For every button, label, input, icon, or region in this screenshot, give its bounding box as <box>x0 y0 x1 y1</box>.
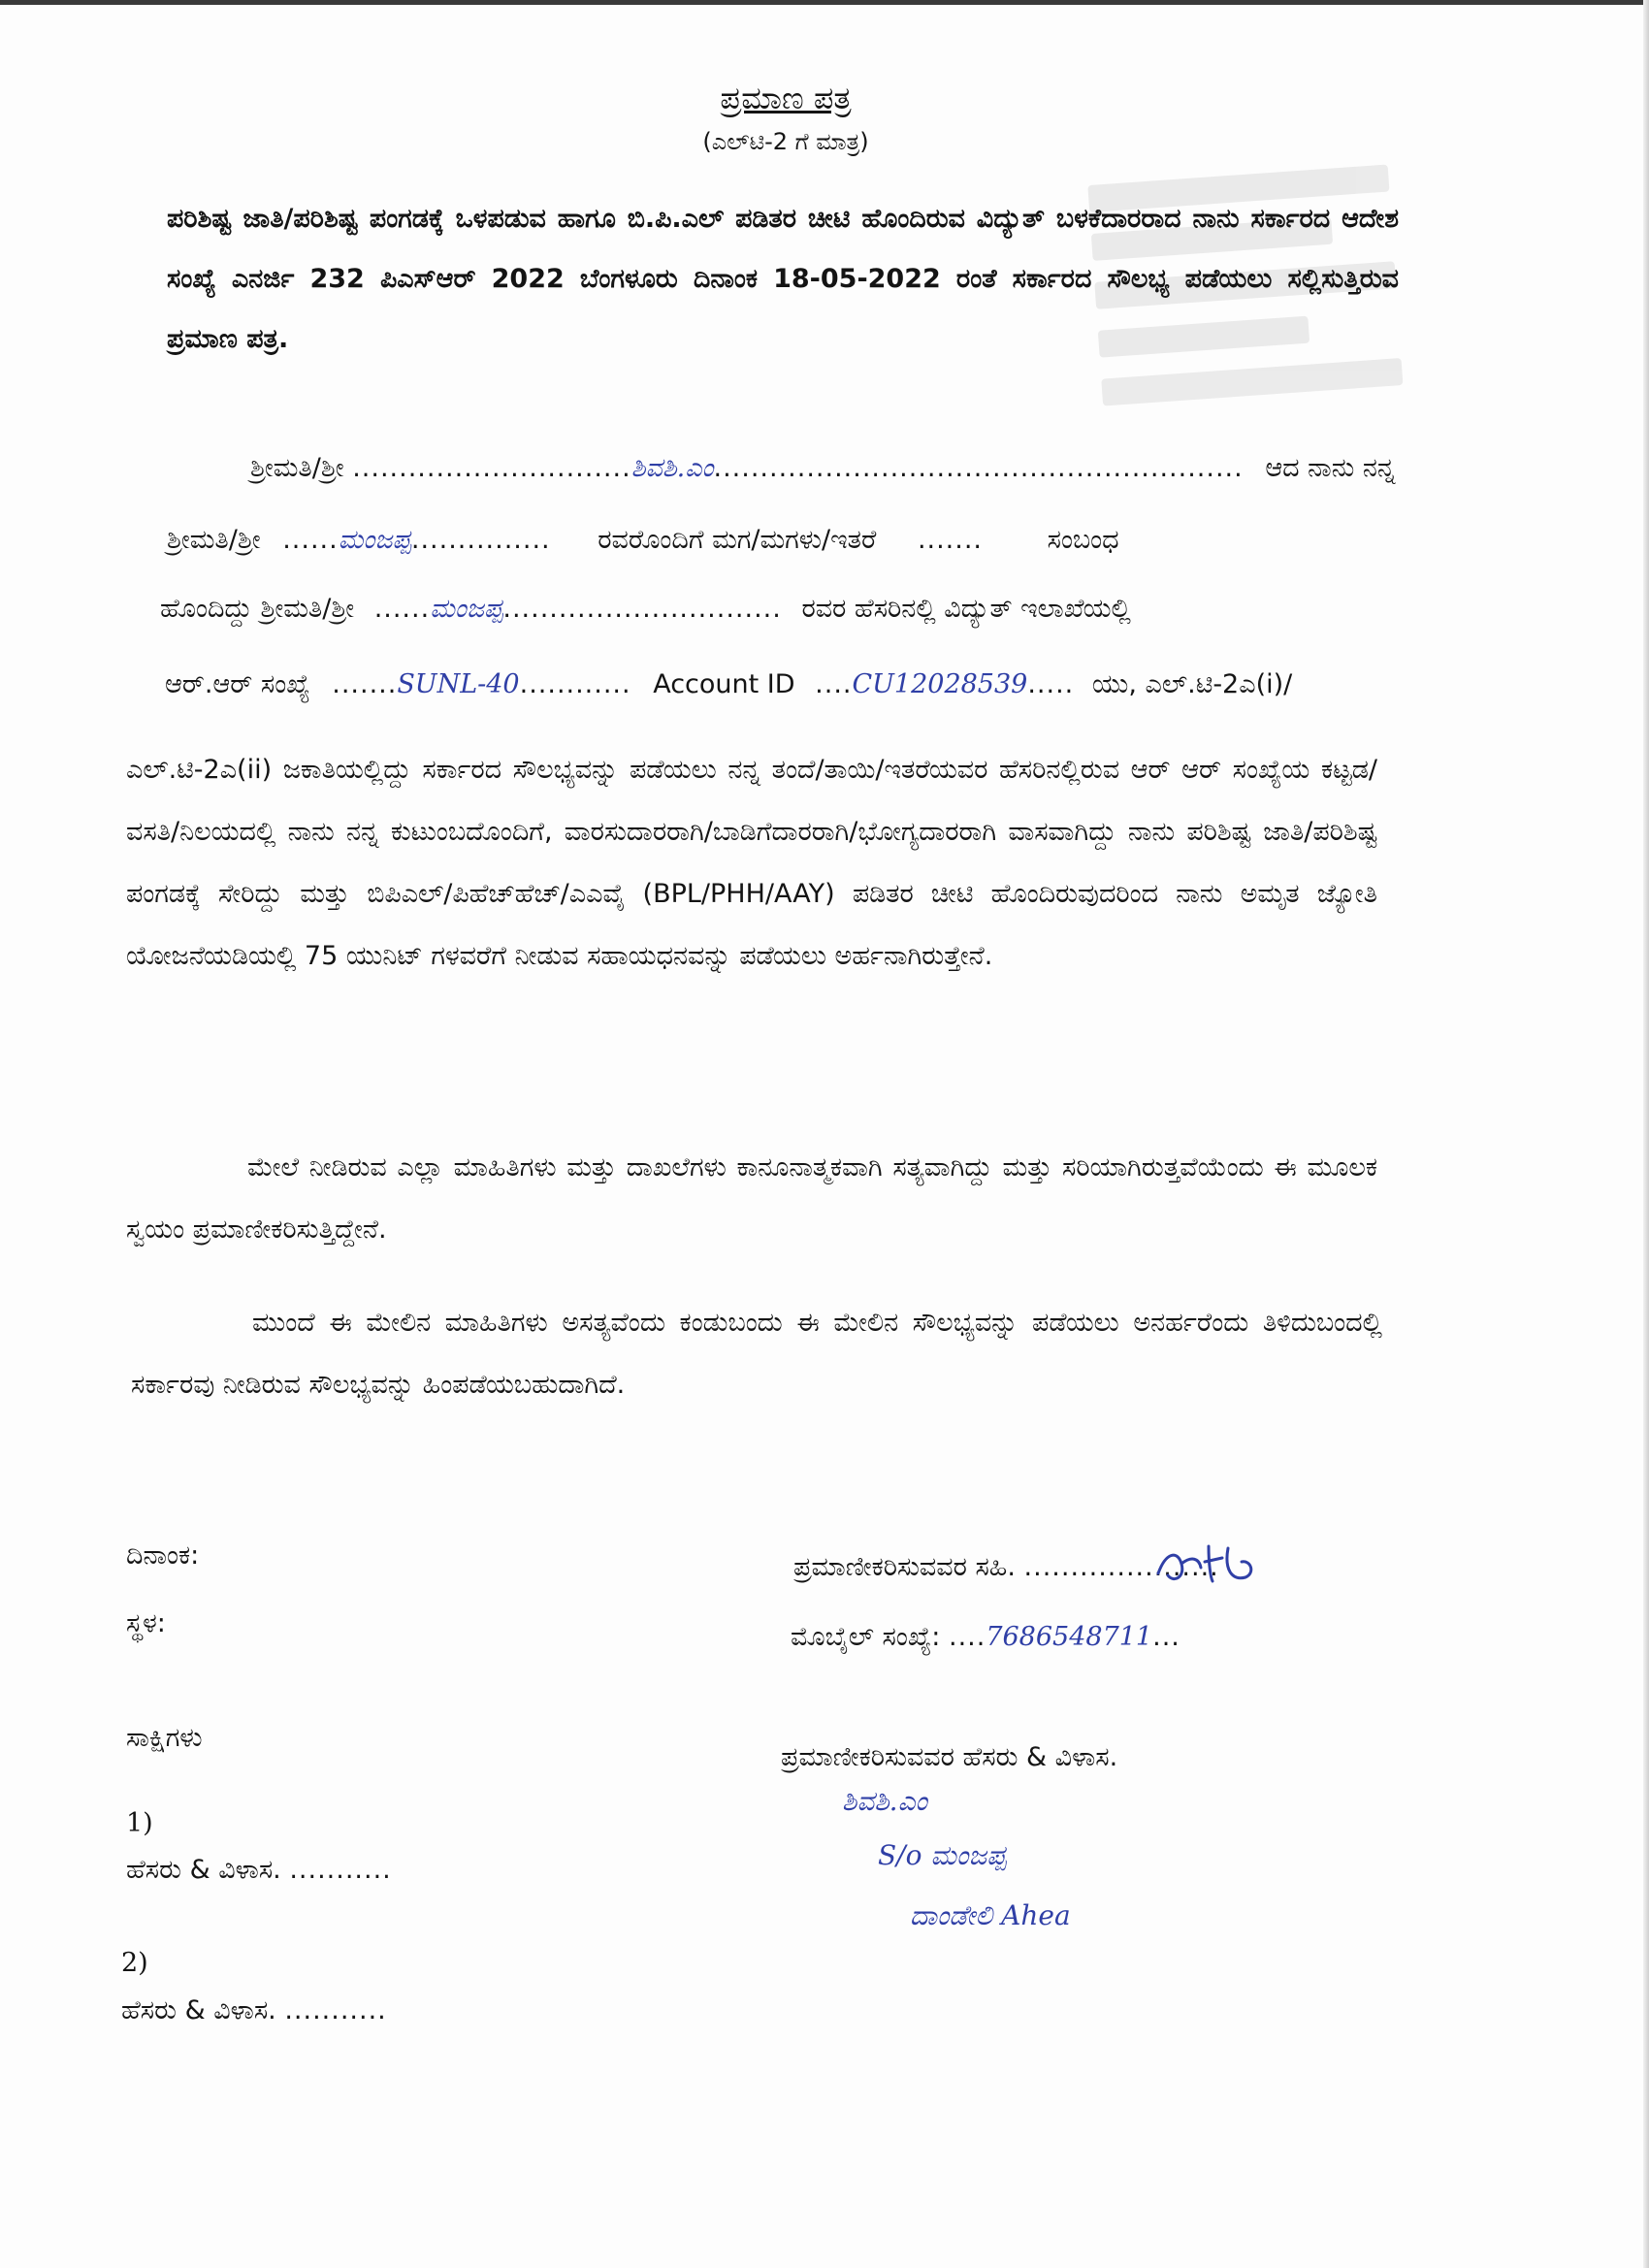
certifier-name-address-label: ಪ್ರಮಾಣೀಕರಿಸುವವರ ಹೆಸರು & ವಿಳಾಸ. <box>781 1742 1118 1772</box>
name-field: ..............................ಶಿವಶಿ.ಎಂ......................................................... <box>352 453 1244 483</box>
mobile-number: 7686548711 <box>986 1622 1153 1652</box>
certifier-address-line-1: ಶಿವಶಿ.ಎಂ <box>842 1785 927 1817</box>
form-label: Account ID <box>653 669 795 699</box>
account-id-field: ....CU12028539..... <box>815 669 1075 699</box>
document-subtitle: (ಎಲ್‌ಟಿ-2 ಗೆ ಮಾತ್ರ) <box>702 128 869 155</box>
certifier-address-line-3: ದಾಂಡೇಲಿ Ahea <box>910 1899 1071 1931</box>
witness-2-line: ಹೆಸರು & ವಿಳಾಸ. ........... <box>121 1995 387 2025</box>
place-label: ಸ್ಥಳ: <box>126 1608 166 1638</box>
document-title: ಪ್ರಮಾಣ ಪತ್ರ <box>720 80 852 116</box>
rr-number-field: .......SUNL-40............ <box>332 669 631 699</box>
signature-line: ಪ್ರಮಾಣೀಕರಿಸುವವರ ಸಹಿ. ..................... <box>793 1552 1219 1582</box>
mobile-line: ಮೊಬೈಲ್ ಸಂಖ್ಯೆ: ....7686548711... <box>791 1622 1180 1652</box>
form-text: ಸಂಬಂಧ <box>1047 525 1119 555</box>
form-text: ಹೊಂದಿದ್ದು ಶ್ರೀಮತಿ/ಶ್ರೀ <box>160 594 355 624</box>
form-line-4 <box>165 669 1292 700</box>
form-line-1 <box>250 453 1396 484</box>
witness-1-line: ಹೆಸರು & ವಿಳಾಸ. ........... <box>126 1855 392 1885</box>
form-text: ಆದ ನಾನು ನನ್ನ <box>1265 453 1396 483</box>
scan-edge <box>0 0 1649 5</box>
body-paragraph: ಎಲ್.ಟಿ-2ಎ(ii) ಜಕಾತಿಯಲ್ಲಿದ್ದು ಸರ್ಕಾರದ ಸೌಲಭ್ಯವನ್ನು ಪಡೆಯಲು ನನ್ನ ತಂದೆ/ತಾಯಿ/ಇತರೆಯವರ ಹೆಸರಿನಲ್ಲಿರುವ ಆರ್ ಆರ್ ಸಂಖ್ಯೆಯ ಕಟ್ಟಡ/ವಸತಿ/ನಿಲಯದಲ್ಲಿ ನಾನು ನನ್ನ ಕುಟುಂಬದೊಂದಿಗೆ, ವಾರಸುದಾರರಾಗಿ/ಬಾಡಿಗೆದಾರರಾಗಿ/ಭೋಗ್ಯದಾರರಾಗಿ ವಾಸವಾಗಿದ್ದು ನಾನು ಪರಿಶಿಷ್ಟ ಜಾತಿ/ಪರಿಶಿಷ್ಟ ಪಂಗಡಕ್ಕೆ ಸೇರಿದ್ದು ಮತ್ತು ಬಿಪಿಎಲ್/ಪಿಹೆಚ್‌ಹೆಚ್/ಎಎವೈ (BPL/PHH/AAY) ಪಡಿತರ ಚೀಟಿ ಹೊಂದಿರುವುದರಿಂದ ನಾನು ಅಮೃತ ಜ್ಯೋತಿ ಯೋಜನೆಯಡಿಯಲ್ಲಿ 75 ಯುನಿಟ್ ಗಳವರೆಗೆ ನೀಡುವ ಸಹಾಯಧನವನ್ನು ಪಡೆಯಲು ಅರ್ಹನಾಗಿರುತ್ತೇನೆ. <box>126 755 1377 971</box>
form-text: ರವರೊಂದಿಗೆ ಮಗ/ಮಗಳು/ಇತರೆ <box>598 525 877 555</box>
intro-paragraph: ಪರಿಶಿಷ್ಟ ಜಾತಿ/ಪರಿಶಿಷ್ಟ ಪಂಗಡಕ್ಕೆ ಒಳಪಡುವ ಹಾಗೂ ಬಿ.ಪಿ.ಎಲ್ ಪಡಿತರ ಚೀಟಿ ಹೊಂದಿರುವ ವಿದ್ಯುತ್ ಬಳಕೆದಾರರಾದ ನಾನು ಸರ್ಕಾರದ ಆದೇಶ ಸಂಖ್ಯೆ ಎನರ್ಜಿ 232 ಪಿಎಸ್‌ಆರ್ 2022 ಬೆಂಗಳೂರು ದಿನಾಂಕ 18-05-2022 ರಂತೆ ಸರ್ಕಾರದ ಸೌಲಭ್ಯ ಪಡೆಯಲು ಸಲ್ಲಿಸುತ್ತಿರುವ ಪ್ರಮಾಣ ಪತ್ರ. <box>167 204 1399 354</box>
witnesses-label: ಸಾಕ್ಷಿಗಳು <box>126 1723 203 1753</box>
handwritten-signature <box>1152 1535 1269 1593</box>
declaration-paragraph: ಮೇಲೆ ನೀಡಿರುವ ಎಲ್ಲಾ ಮಾಹಿತಿಗಳು ಮತ್ತು ದಾಖಲೆಗಳು ಕಾನೂನಾತ್ಮಕವಾಗಿ ಸತ್ಯವಾಗಿದ್ದು ಮತ್ತು ಸರಿಯಾಗಿರುತ್ತವೆಯೆಂದು ಈ ಮೂಲಕ ಸ್ವಯಂ ಪ್ರಮಾಣೀಕರಿಸುತ್ತಿದ್ದೇನೆ. <box>126 1152 1377 1245</box>
form-text: ರವರ ಹೆಸರಿನಲ್ಲಿ ವಿದ್ಯುತ್ ಇಲಾಖೆಯಲ್ಲಿ <box>801 594 1131 624</box>
parent-name-field: ......ಮಂಜಪ್ಪ............... <box>282 525 551 555</box>
warning-paragraph: ಮುಂದೆ ಈ ಮೇಲಿನ ಮಾಹಿತಿಗಳು ಅಸತ್ಯವೆಂದು ಕಂಡುಬಂದು ಈ ಮೇಲಿನ ಸೌಲಭ್ಯವನ್ನು ಪಡೆಯಲು ಅನರ್ಹರೆಂದು ತಿಳಿದುಬಂದಲ್ಲಿ ಸರ್ಕಾರವು ನೀಡಿರುವ ಸೌಲಭ್ಯವನ್ನು ಹಿಂಪಡೆಯಬಹುದಾಗಿದೆ. <box>131 1308 1382 1400</box>
form-line-3 <box>160 594 1131 625</box>
owner-name-field: ......ಮಂಜಪ್ಪ.............................. <box>373 594 782 624</box>
date-label: ದಿನಾಂಕ: <box>126 1540 200 1571</box>
form-label: ಶ್ರೀಮತಿ/ಶ್ರೀ <box>250 453 344 483</box>
certifier-address-line-2: S/o ಮಂಜಪ್ಪ <box>878 1839 1007 1871</box>
witness-1-number: 1) <box>126 1808 153 1838</box>
form-text: ಯು, ಎಲ್.ಟಿ-2ಎ(i)/ <box>1091 669 1293 699</box>
scan-edge <box>1643 0 1649 2268</box>
form-line-2: ಶ್ರೀಮತಿ/ಶ್ರೀ ......ಮಂಜಪ್ಪ............... ರವರೊಂದಿಗೆ ಮಗ/ಮಗಳು/ಇತರೆ ....... ಸಂಬಂಧ <box>167 525 1119 555</box>
witness-2-number: 2) <box>121 1948 148 1978</box>
form-label: ಆರ್.ಆರ್ ಸಂಖ್ಯೆ <box>165 669 310 699</box>
form-label: ಶ್ರೀಮತಿ/ಶ್ರೀ <box>167 525 261 555</box>
